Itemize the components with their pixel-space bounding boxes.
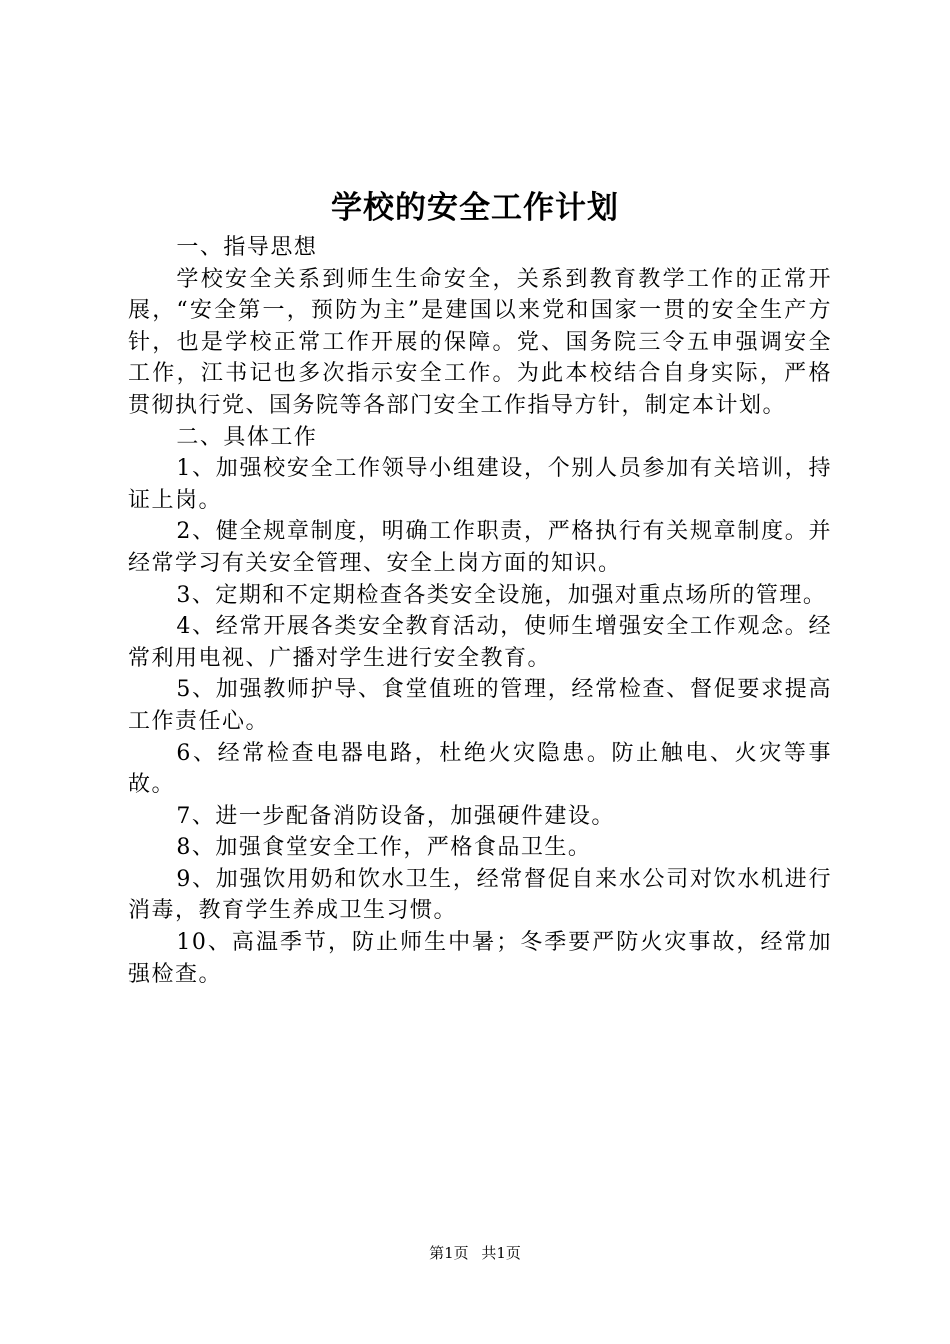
work-item-10: 10、高温季节，防止师生中暑；冬季要严防火灾事故，经常加强检查。 xyxy=(128,930,832,987)
work-item-9: 9、加强饮用奶和饮水卫生，经常督促自来水公司对饮水机进行消毒，教育学生养成卫生习惯。 xyxy=(128,866,832,924)
page-number: 第1页 xyxy=(429,1244,469,1262)
page-total: 共1页 xyxy=(481,1244,521,1262)
work-item-8: 8、加强食堂安全工作，严格食品卫生。 xyxy=(176,835,592,861)
page-footer xyxy=(0,1243,950,1263)
work-item-2: 2、健全规章制度，明确工作职责，严格执行有关规章制度。并经常学习有关安全管理、安全上岗方面的知识。 xyxy=(128,519,832,576)
work-item-5: 5、加强教师护导、食堂值班的管理，经常检查、督促要求提高工作责任心。 xyxy=(128,677,832,734)
work-item-6: 6、经常检查电器电路，杜绝火灾隐患。防止触电、火灾等事故。 xyxy=(128,740,832,798)
work-item-1: 1、加强校安全工作领导小组建设，个别人员参加有关培训，持证上岗。 xyxy=(128,456,832,513)
section-heading-guiding-ideology: 一、指导思想 xyxy=(176,235,318,260)
document-body xyxy=(128,232,832,990)
section-heading-specific-work: 二、具体工作 xyxy=(176,424,318,450)
work-item-7: 7、进一步配备消防设备，加强硬件建设。 xyxy=(176,803,615,829)
body-paragraph: 学校安全关系到师生生命安全，关系到教育教学工作的正常开展，“安全第一，预防为主”是建国以来党和国家一贯的安全生产方针，也是学校正常工作开展的保障。党、国务院三令五申强调安全工作，江书记也多次指示安全工作。为此本校结合自身实际，严格贯彻执行党、国务院等各部门安全工作指导方针，制定本计划。 xyxy=(128,266,832,418)
document-title: 学校的安全工作计划 xyxy=(331,190,619,226)
work-item-4: 4、经常开展各类安全教育活动，使师生增强安全工作观念。经常利用电视、广播对学生进行安全教育。 xyxy=(128,614,832,671)
work-item-3: 3、定期和不定期检查各类安全设施，加强对重点场所的管理。 xyxy=(176,582,827,608)
